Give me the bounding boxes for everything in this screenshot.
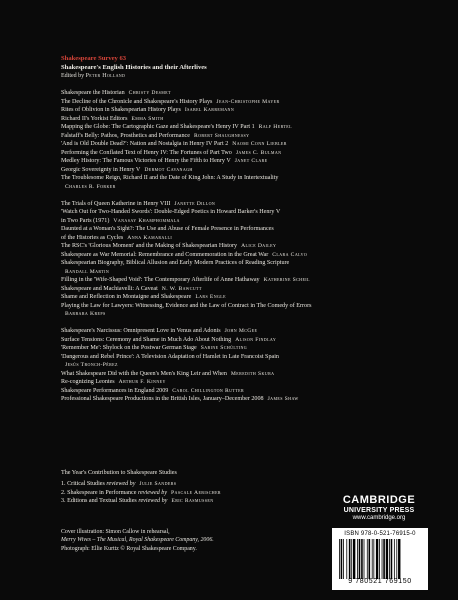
contents-entry [61,387,406,396]
entry-author: Jesús Tronch-Pérez [65,362,118,368]
entry-title: Shame and Reflection in Montaigne and Shakespeare [61,294,192,300]
contents-entry [61,234,406,243]
contents-entry [61,251,406,260]
reviewer-name: Pascale Aebischer [171,489,221,496]
entry-title: in Two Parts (1971) [61,217,110,224]
cover-credit-line: Merry Wives – The Musical, Royal Shakespeare Company, 2006. [61,537,214,544]
series-title: Shakespeare Survey 63 [61,55,127,62]
entry-author: Randall Martin [65,268,110,275]
reviewed-by-label: reviewed by [106,481,136,487]
contents-entry [61,89,406,98]
entry-title: Rites of Oblivion in Shakespearian History Plays [61,107,181,113]
contents-entry [61,123,406,132]
entry-author: James C. Bulman [235,149,282,156]
entry-title: Performing the Conflated Text of Henry IV: The Fortunes of Part Two [61,149,232,156]
reviewer-name: Eric Rasmussen [171,498,214,504]
review-section: 2. Shakespeare in Performance [61,489,138,496]
contents-list [61,89,406,404]
contents-entry [61,302,406,311]
publisher-logo [330,494,428,521]
review-section: 1. Critical Studies [61,481,107,487]
contents-entry [61,157,406,166]
contents-entry [61,132,406,141]
entry-author: Isabel Karremann [184,107,235,113]
entry-title: 'Dangerous and Rebel Prince': A Television Adaptation of Hamlet in Late Francoist Spain [61,353,279,360]
cover-credit-line: Photograph: Ellie Kurttz © Royal Shakespeare Company. [61,545,197,552]
entry-author: Clara Calvo [272,251,308,258]
entry-author: Jean-Christophe Mayer [216,98,280,105]
entry-title: Professional Shakespeare Productions in the British Isles, January–December 2008 [61,396,264,402]
entry-title: 'Remember Me': Shylock on the Postwar German Stage [61,345,197,351]
entry-author: Lars Engle [195,294,226,300]
entry-author: Katherine Scheil [263,277,310,283]
review-section: 3. Editions and Textual Studies [61,498,139,504]
reviewed-by-label: reviewed by [138,498,168,504]
entry-title: Shakespeare and Machiavelli: A Caveat [61,285,158,292]
contents-entry [61,361,406,370]
contents-entry [61,140,406,149]
barcode-icon [338,539,422,579]
cover-credit-line: Cover illustration: Simon Callow in rehearsal, [61,529,170,535]
cover-credit [61,528,301,553]
contents-entry [61,344,406,353]
years-contribution-list [61,480,221,506]
reviewed-by-label: reviewed by [138,489,168,496]
editor-name: Peter Holland [85,73,126,79]
contents-entry [61,370,406,379]
contents-entry [61,225,406,234]
contents-entry [61,200,406,209]
section-gap [61,191,406,200]
entry-title: The Troublesome Reign, Richard II and the Date of King John: A Study in Intertextuality [61,175,279,181]
entry-title: Georgic Sovereignty in Henry V [61,166,141,173]
entry-author: Emma Smith [131,115,164,122]
contents-entry [61,259,406,268]
entry-author: Janette Dillon [174,200,216,207]
entry-author: Robert Shaughnessy [193,132,250,139]
entry-author: Arthur F. Kinney [118,379,166,385]
contents-entry [61,149,406,158]
publisher-name: CAMBRIDGE [342,494,416,506]
entry-title: Shakespeare as War Memorial: Remembrance and Commemoration in the Great War [61,251,269,258]
barcode-box [332,528,428,590]
entry-title: Shakespeare Performances in England 2009 [61,387,169,394]
entry-author: Christy Desmet [128,90,171,96]
contents-entry [61,268,406,277]
entry-title: Shakespearian Biography, Biblical Allusion and Early Modern Practices of Reading Scripture [61,260,290,266]
contents-entry [61,276,406,285]
publisher-url: www.cambridge.org [352,515,406,521]
contents-entry [61,327,406,336]
contents-entry [61,98,406,107]
entry-author: Sabine Schülting [200,345,248,351]
entry-title: Mapping the Globe: The Cartographic Gaze and Shakespeare's Henry IV Part 1 [61,124,255,130]
entry-title: Medley History: The Famous Victories of Henry the Fifth to Henry V [61,158,231,164]
entry-author: Barbara Kreps [65,311,106,317]
entry-title: The RSC's 'Glorious Moment' and the Making of Shakespearian History [61,243,238,249]
review-entry [61,480,221,489]
contents-entry [61,166,406,175]
review-entry [61,489,221,498]
entry-author: Alison Findlay [235,336,277,343]
reviewer-name: Julie Sanders [139,481,177,487]
entry-author: Vanasay Khamphommala [113,217,180,224]
entry-title: Playing the Law for Lawyers: Witnessing, Evidence and the Law of Contract in The Comedy of Errors [61,302,312,309]
barcode-digits: 9 780521 769150 [348,578,412,585]
entry-title: Richard II's Yorkist Editors [61,115,128,122]
entry-author: Carol Chillington Rutter [172,387,245,394]
contents-entry [61,378,406,387]
editor-line [61,73,125,79]
contents-entry [61,183,406,192]
entry-title: Shakespeare's Narcissus: Omnipresent Love in Venus and Adonis [61,328,221,334]
entry-author: Charles R. Forker [65,183,116,190]
entry-title: of the Histories as Cycles [61,234,124,241]
book-title: Shakespeare's English Histories and their Afterlives [61,64,207,71]
entry-title: Re-cognizing Leontes [61,379,115,385]
entry-title: Filling in the 'Wife-Shaped Void': The Contemporary Afterlife of Anne Hathaway [61,277,260,283]
years-contribution-heading: The Year's Contribution to Shakespeare Studies [61,470,177,476]
entry-author: James Shaw [267,396,299,402]
isbn-text: ISBN 978-0-521-76915-0 [344,531,416,537]
contents-entry [61,353,406,362]
contents-entry [61,208,406,217]
contents-entry [61,106,406,115]
entry-author: Dermot Cavanagh [144,166,193,173]
review-entry [61,497,221,506]
entry-title: The Decline of the Chronicle and Shakespeare's History Plays [61,98,213,105]
entry-title: Falstaff's Belly: Pathos, Prosthetics and Performance [61,132,190,139]
contents-entry [61,174,406,183]
entry-author: Anna Kamaralli [127,234,173,241]
entry-title: Shakespeare the Historian [61,90,125,96]
contents-entry [61,285,406,294]
entry-author: Ralf Hertel [258,124,292,130]
entry-author: Meredith Skura [230,370,275,377]
contents-entry [61,217,406,226]
entry-title: What Shakespeare Did with the Queen's Men's King Leir and When [61,370,227,377]
entry-title: 'And is Old Double Dead?': Nation and Nostalgia in Henry IV Part 2 [61,141,229,147]
entry-title: 'Watch Out for Two-Handed Swords': Double-Edged Poetics in Howard Barker's Henry V [61,209,281,215]
edited-by-label: Edited by [61,73,85,79]
contents-entry [61,336,406,345]
contents-entry [61,310,406,319]
contents-entry [61,395,406,404]
entry-author: Naomi Conn Liebler [232,141,287,147]
contents-entry [61,242,406,251]
publisher-press: UNIVERSITY PRESS [343,507,415,514]
entry-author: Alice Dailey [241,243,277,249]
contents-entry [61,115,406,124]
entry-author: John McGee [224,328,258,334]
section-gap [61,319,406,328]
contents-entry [61,293,406,302]
entry-author: Janet Clare [234,158,268,164]
entry-author: N. W. Bawcutt [161,285,202,292]
entry-title: Daunted at a Woman's Sight?: The Use and Abuse of Female Presence in Performances [61,226,274,232]
entry-title: Surface Tensions: Ceremony and Shame in Much Ado About Nothing [61,336,232,343]
entry-title: The Trials of Queen Katherine in Henry VIII [61,200,171,207]
